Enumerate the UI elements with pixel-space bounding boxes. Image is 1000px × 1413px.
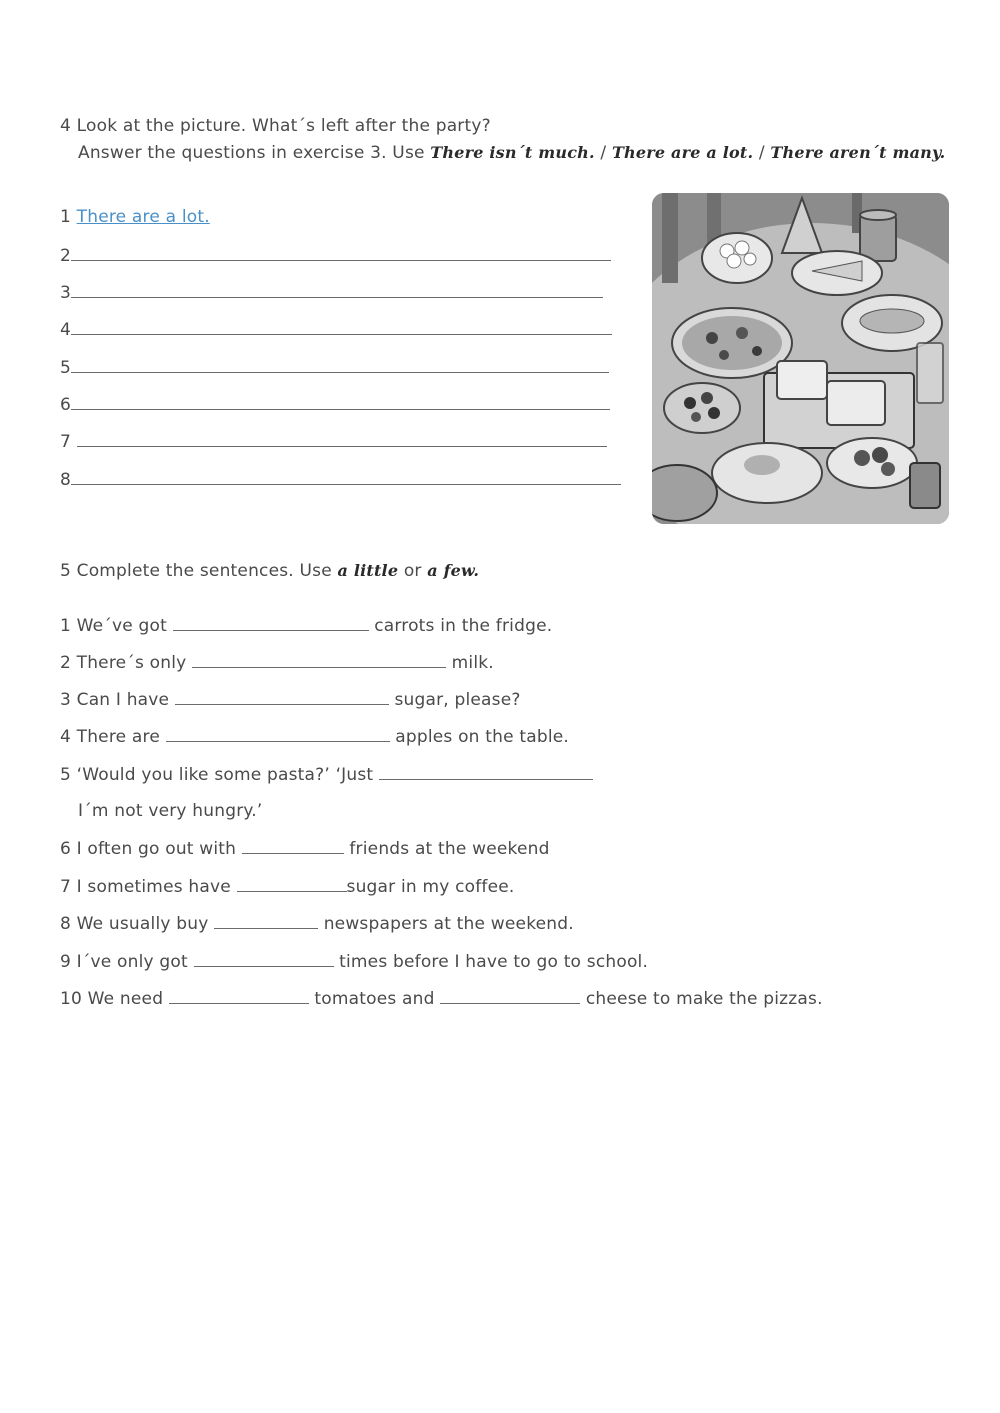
answer-blank-4[interactable]	[71, 318, 612, 335]
exercise-5-heading	[60, 560, 479, 582]
item-number: 7	[60, 432, 72, 452]
answer-line-4	[60, 318, 612, 341]
answer-blank-3[interactable]	[71, 281, 603, 298]
answer-line-2	[60, 244, 611, 267]
blank-5[interactable]	[379, 763, 593, 780]
sentence-after: friends at the weekend	[349, 839, 550, 859]
sentence-before: 2 There´s only	[60, 653, 187, 673]
sentence-after: carrots in the fridge.	[374, 616, 553, 636]
sentence-after: times before I have to go to school.	[339, 952, 649, 972]
answer-blank-8[interactable]	[71, 468, 621, 485]
answer-line-6	[60, 393, 610, 416]
party-food-illustration	[652, 193, 949, 524]
sentence-5	[60, 763, 593, 786]
item-number: 2	[60, 246, 72, 266]
answer-line-1	[60, 206, 210, 228]
blank-8[interactable]	[214, 912, 318, 929]
sentence-before: 4 There are	[60, 727, 161, 747]
answer-blank-2[interactable]	[71, 244, 611, 261]
sentence-middle: tomatoes and	[314, 989, 435, 1009]
blank-4[interactable]	[166, 725, 390, 742]
blank-2[interactable]	[192, 651, 446, 668]
phrase-there-isnt-much: There isn´t much.	[430, 143, 595, 162]
heading-prefix: 5 Complete the sentences. Use	[60, 561, 332, 581]
sentence-before: 7 I sometimes have	[60, 877, 231, 897]
instruction-prefix: Answer the questions in exercise 3. Use	[78, 143, 425, 163]
sentence-after: sugar in my coffee.	[346, 877, 515, 897]
sentence-6	[60, 837, 550, 860]
answer-blank-5[interactable]	[71, 356, 609, 373]
item-number: 5	[60, 358, 72, 378]
answer-blank-7[interactable]	[77, 430, 607, 447]
sentence-1	[60, 614, 552, 637]
item-number: 8	[60, 470, 72, 490]
party-table-picture	[652, 193, 949, 524]
blank-9[interactable]	[194, 950, 334, 967]
sentence-before: 10 We need	[60, 989, 164, 1009]
blank-10a[interactable]	[169, 987, 309, 1004]
sentence-7	[60, 875, 515, 898]
answer-blank-6[interactable]	[71, 393, 610, 410]
sentence-4	[60, 725, 569, 748]
sentence-after: cheese to make the pizzas.	[585, 989, 823, 1009]
blank-10b[interactable]	[440, 987, 580, 1004]
sentence-after: newspapers at the weekend.	[323, 914, 574, 934]
sentence-after: sugar, please?	[394, 690, 521, 710]
separator: /	[600, 143, 607, 163]
item-number: 1	[60, 207, 72, 227]
phrase-there-arent-many: There aren´t many.	[770, 143, 946, 162]
exercise-4-instruction	[78, 142, 945, 164]
blank-1[interactable]	[173, 614, 369, 631]
answer-line-3	[60, 281, 603, 304]
answer-line-5	[60, 356, 609, 379]
sentence-8	[60, 912, 574, 935]
sentence-10	[60, 987, 823, 1010]
sentence-3	[60, 688, 521, 711]
answer-line-8	[60, 468, 621, 491]
blank-7[interactable]	[237, 875, 347, 892]
sentence-9	[60, 950, 648, 973]
answer-line-7	[60, 430, 607, 453]
phrase-there-are-a-lot: There are a lot.	[611, 143, 754, 162]
item-number: 6	[60, 395, 72, 415]
sentence-before: 1 We´ve got	[60, 616, 167, 636]
sentence-before: 5 ‘Would you like some pasta?’ ‘Just	[60, 765, 374, 785]
sentence-before: 8 We usually buy	[60, 914, 209, 934]
or-word: or	[403, 561, 422, 581]
sentence-after: apples on the table.	[395, 727, 570, 747]
sentence-2	[60, 651, 494, 674]
blank-3[interactable]	[175, 688, 389, 705]
item-number: 3	[60, 283, 72, 303]
sentence-before: 3 Can I have	[60, 690, 170, 710]
separator: /	[758, 143, 765, 163]
option-a-little: a little	[337, 561, 399, 580]
sentence-before: 9 I´ve only got	[60, 952, 188, 972]
sentence-5-continuation: I´m not very hungry.’	[78, 801, 263, 821]
blank-6[interactable]	[242, 837, 344, 854]
exercise-4-heading: 4 Look at the picture. What´s left after the party?	[60, 116, 491, 136]
option-a-few: a few.	[427, 561, 480, 580]
item-number: 4	[60, 320, 72, 340]
sentence-before: 6 I often go out with	[60, 839, 237, 859]
answer-1-text[interactable]: There are a lot.	[76, 207, 210, 227]
sentence-after: milk.	[451, 653, 494, 673]
